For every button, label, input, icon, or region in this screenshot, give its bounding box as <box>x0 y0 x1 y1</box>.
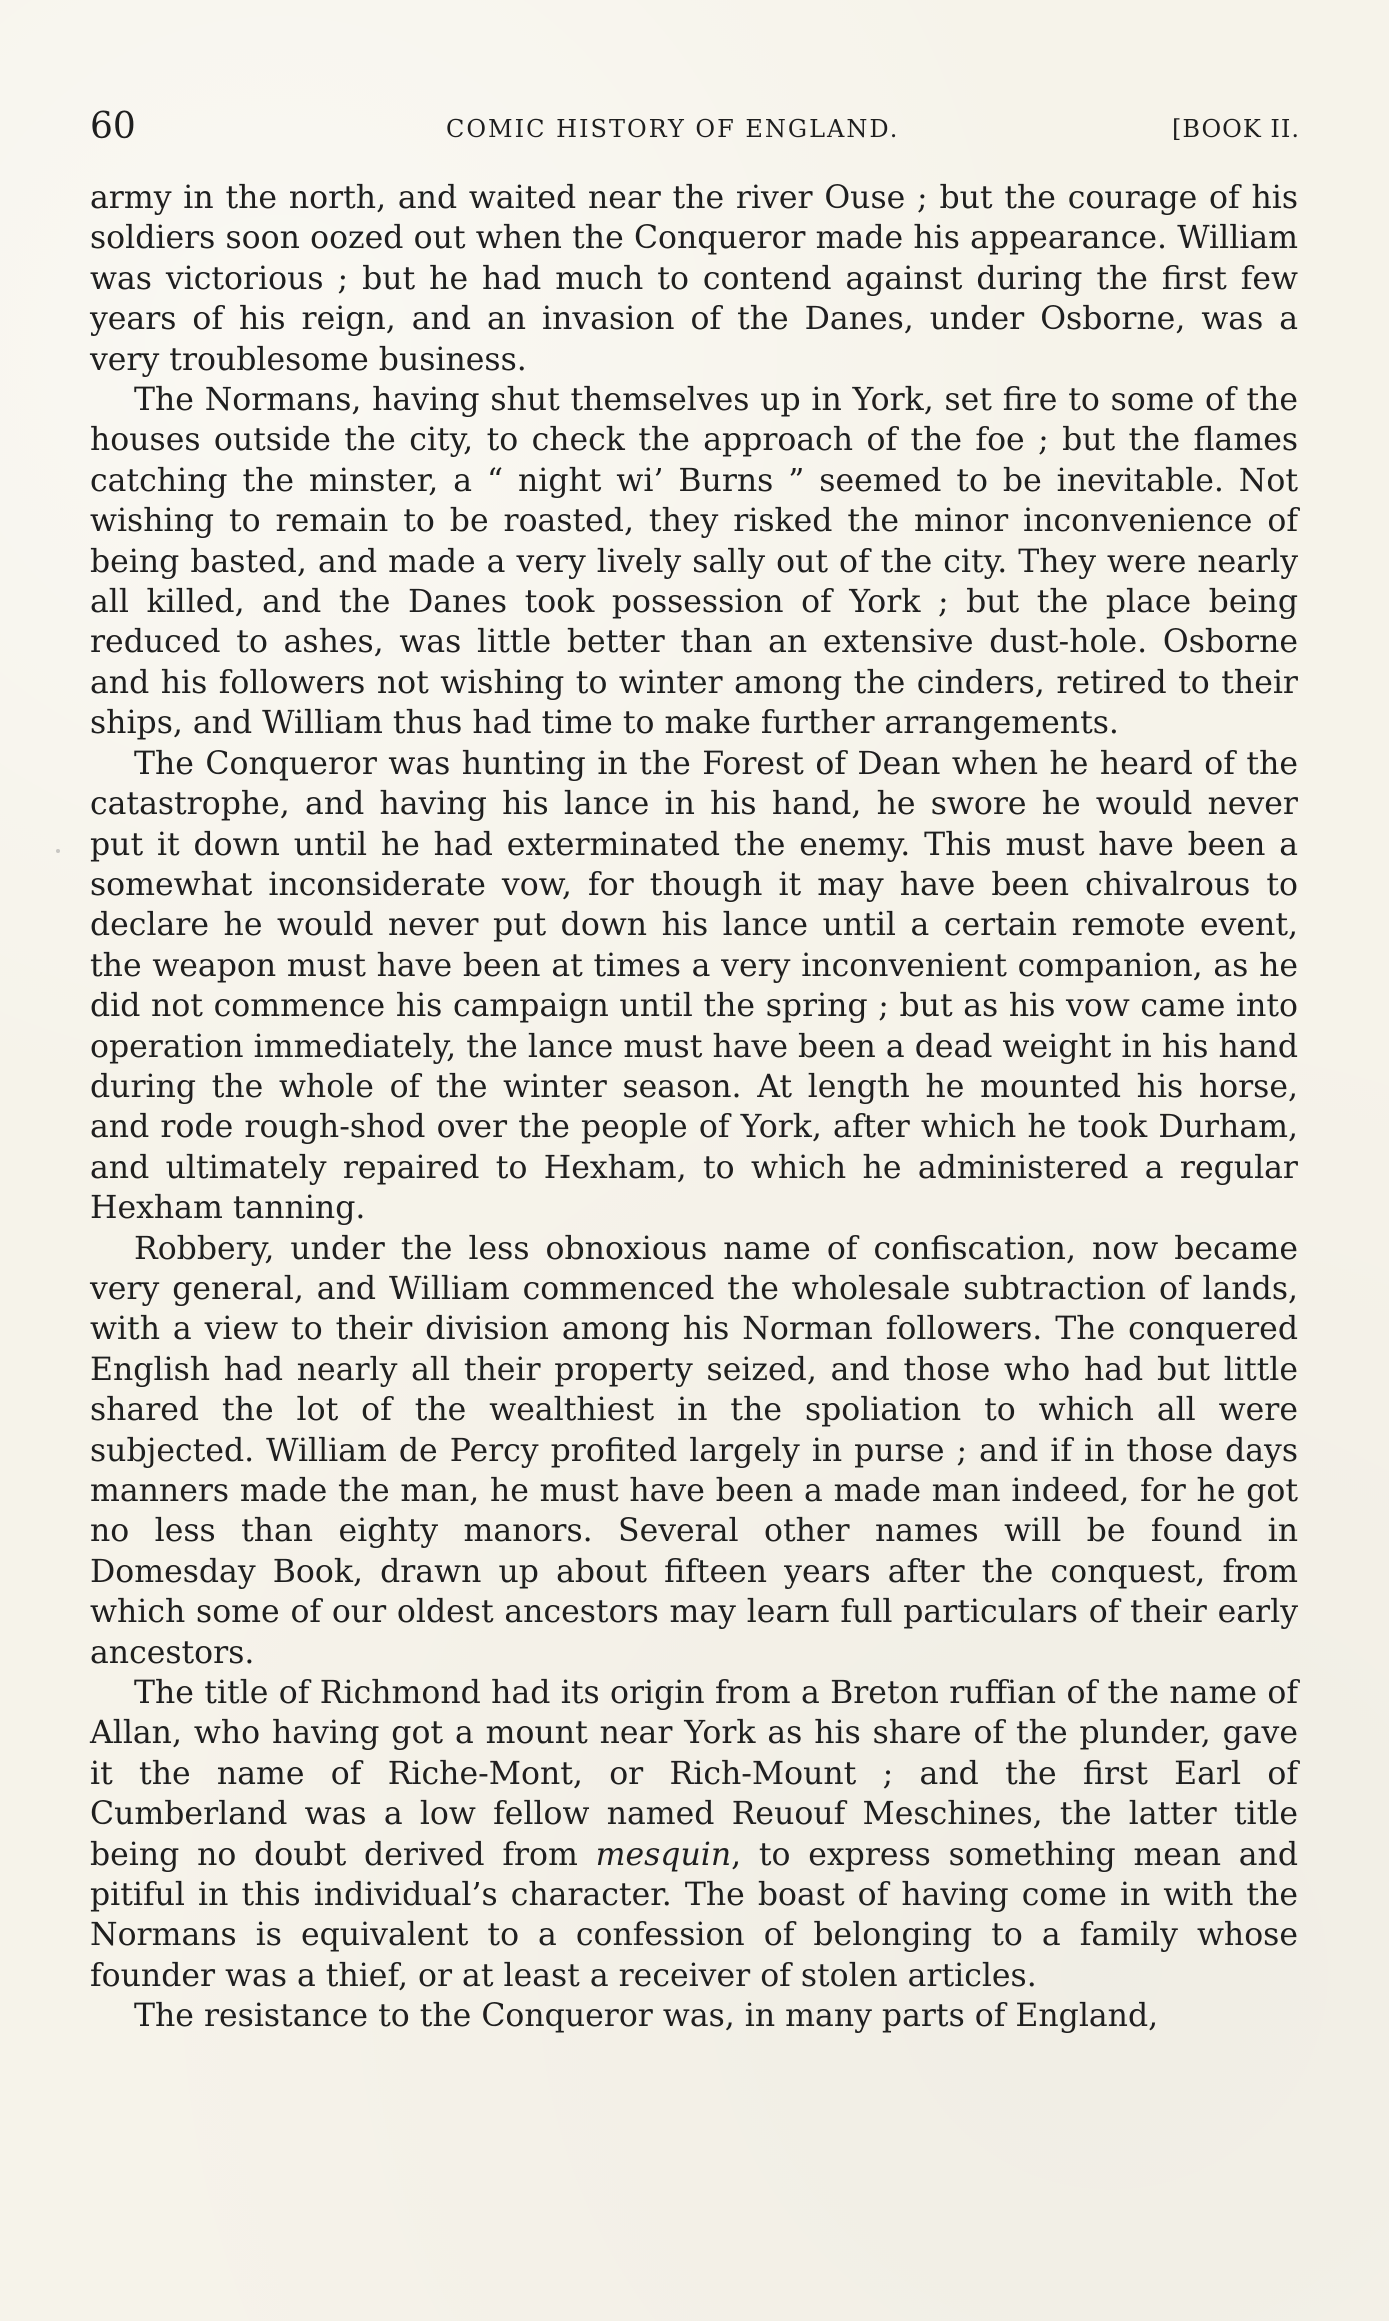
book-label: [BOOK II. <box>1172 115 1300 143</box>
paragraph-5 <box>90 1673 1298 1996</box>
paragraph-5-after-italic: , to express something mean and pitiful in this individual’s character. The boast of having come in with the Normans is equivalent to a confession of belonging to a family whose founder was a thief, or at least a receiver of stolen articles. <box>90 1836 1298 1994</box>
paragraph-1: army in the north, and waited near the river Ouse ; but the courage of his soldiers soon oozed out when the Conqueror made his appearance. William was victorious ; but he had much to contend against during the first few years of his reign, and an invasion of the Danes, under Osborne, was a very troublesome business. <box>90 180 1298 378</box>
paragraph-5-before-italic: The title of Richmond had its origin from a Breton ruffian of the name of Allan, who having got a mount near York as his share of the plunder, gave it the name of Riche-Mont, or Rich-Mount ; and the first Earl of Cumberland was a low fellow named Reuouf Meschines, the latter title being no doubt derived from <box>90 1675 1298 1873</box>
paragraph-6: The resistance to the Conqueror was, in many parts of England, <box>134 1998 1159 2035</box>
paragraph-2: The Normans, having shut themselves up in York, set fire to some of the houses outside the city, to check the approach of the foe ; but the flames catching the minster, a “ night wi’ Burns ” seemed to be inevitable. Not wishing to remain to be roasted, they risked the minor inconvenience of being basted, and made a very lively sally out of the city. They were nearly all killed, and the Danes took possession of York ; but the place being reduced to ashes, was little better than an extensive dust-hole. Osborne and his followers not wishing to winter among the cinders, retired to their ships, and William thus had time to make further arrangements. <box>90 382 1298 742</box>
paragraph-5-italic-term: mesquin <box>595 1836 732 1873</box>
paragraph-3: The Conqueror was hunting in the Forest of Dean when he heard of the catastrophe, and having his lance in his hand, he swore he would never put it down until he had exterminated the enemy. This must have been a somewhat inconsiderate vow, for though it may have been chivalrous to declare he would never put down his lance until a certain remote event, the weapon must have been at times a very inconvenient companion, as he did not commence his campaign until the spring ; but as his vow came into operation immediately, the lance must have been a dead weight in his hand during the whole of the winter season. At length he mounted his horse, and rode rough-shod over the people of York, after which he took Durham, and ultimately repaired to Hexham, to which he administered a regular Hexham tanning. <box>90 745 1298 1227</box>
body-text <box>90 178 1298 2037</box>
page-number: 60 <box>90 106 136 147</box>
running-title: COMIC HISTORY OF ENGLAND. <box>446 115 900 143</box>
paragraph-4: Robbery, under the less obnoxious name of confiscation, now became very general, and William commenced the wholesale subtraction of lands, with a view to their division among his Norman followers. The conquered English had nearly all their property seized, and those who had but little shared the lot of the wealthiest in the spoliation to which all were subjected. William de Percy profited largely in purse ; and if in those days manners made the man, he must have been a made man indeed, for he got no less than eighty manors. Several other names will be found in Domesday Book, drawn up about fifteen years after the conquest, from which some of our oldest ancestors may learn full particulars of their early ancestors. <box>90 1230 1298 1671</box>
margin-mark <box>56 849 60 853</box>
page-header <box>90 103 1300 151</box>
